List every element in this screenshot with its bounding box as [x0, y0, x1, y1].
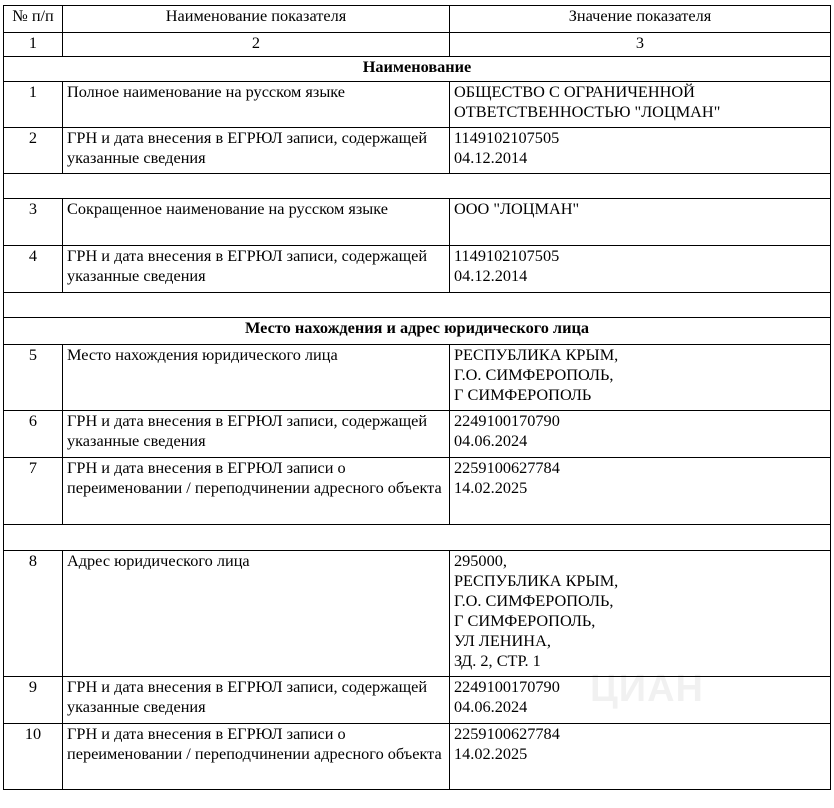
indicator-name: Полное наименование на русском языке — [63, 82, 450, 128]
spacer-cell — [4, 525, 831, 551]
indicator-value — [450, 411, 831, 458]
column-number: 3 — [450, 33, 831, 57]
indicator-value — [450, 458, 831, 525]
value-line: 14.02.2025 — [454, 478, 528, 497]
row-number: 3 — [4, 199, 63, 246]
value-line: ООО "ЛОЦМАН" — [454, 199, 580, 218]
indicator-name: ГРН и дата внесения в ЕГРЮЛ записи, содержащей указанные сведения — [63, 246, 450, 293]
column-number: 2 — [63, 33, 450, 57]
spacer-row — [4, 293, 831, 318]
indicator-name: Адрес юридического лица — [63, 551, 450, 677]
section-row — [4, 318, 831, 345]
table-row — [4, 82, 831, 128]
value-line: 14.02.2025 — [454, 744, 528, 763]
column-number-row — [4, 33, 831, 57]
indicator-name: ГРН и дата внесения в ЕГРЮЛ записи, содержащей указанные сведения — [63, 128, 450, 174]
value-line: 2259100627784 — [454, 724, 560, 743]
section-title-naming: Наименование — [4, 57, 831, 82]
indicator-value — [450, 345, 831, 411]
header-name: Наименование показателя — [63, 6, 450, 33]
table-row — [4, 128, 831, 174]
spacer-cell — [4, 293, 831, 318]
row-number: 10 — [4, 724, 63, 790]
value-line: УЛ ЛЕНИНА, — [454, 631, 551, 650]
row-number: 6 — [4, 411, 63, 458]
value-line: 1149102107505 — [454, 246, 560, 265]
row-number: 7 — [4, 458, 63, 525]
table-header-row — [4, 6, 831, 33]
indicator-value — [450, 128, 831, 174]
indicator-value — [450, 724, 831, 790]
egrul-extract-table — [3, 5, 831, 790]
value-line: Г.О. СИМФЕРОПОЛЬ, — [454, 591, 614, 610]
spacer-cell — [4, 174, 831, 199]
watermark-logo: ЦИАН — [590, 668, 704, 710]
value-line: 04.06.2024 — [454, 431, 528, 450]
value-line: ОТВЕТСТВЕННОСТЬЮ "ЛОЦМАН" — [454, 102, 721, 121]
column-number: 1 — [4, 33, 63, 57]
section-row — [4, 57, 831, 82]
table-row — [4, 458, 831, 525]
header-num: № п/п — [4, 6, 63, 33]
value-line: 04.12.2014 — [454, 266, 528, 285]
indicator-value — [450, 551, 831, 677]
section-title-location: Место нахождения и адрес юридического лица — [4, 318, 831, 345]
spacer-row — [4, 174, 831, 199]
indicator-name: Место нахождения юридического лица — [63, 345, 450, 411]
value-line: 04.12.2014 — [454, 148, 528, 167]
row-number: 4 — [4, 246, 63, 293]
table-row — [4, 411, 831, 458]
value-line: РЕСПУБЛИКА КРЫМ, — [454, 345, 619, 364]
indicator-value — [450, 82, 831, 128]
value-line: Г.О. СИМФЕРОПОЛЬ, — [454, 365, 614, 384]
indicator-value — [450, 199, 831, 246]
value-line: ОБЩЕСТВО С ОГРАНИЧЕННОЙ — [454, 82, 695, 101]
row-number: 8 — [4, 551, 63, 677]
row-number: 5 — [4, 345, 63, 411]
indicator-name: ГРН и дата внесения в ЕГРЮЛ записи, содержащей указанные сведения — [63, 677, 450, 724]
row-number: 9 — [4, 677, 63, 724]
value-line: 2249100170790 — [454, 411, 560, 430]
table-row — [4, 345, 831, 411]
indicator-name: ГРН и дата внесения в ЕГРЮЛ записи, содержащей указанные сведения — [63, 411, 450, 458]
value-line: 1149102107505 — [454, 128, 560, 147]
indicator-name: ГРН и дата внесения в ЕГРЮЛ записи о переименовании / переподчинении адресного объекта — [63, 724, 450, 790]
value-line: 295000, — [454, 551, 507, 570]
spacer-row — [4, 525, 831, 551]
indicator-value — [450, 246, 831, 293]
row-number: 1 — [4, 82, 63, 128]
indicator-name: Сокращенное наименование на русском языке — [63, 199, 450, 246]
value-line: ЗД. 2, СТР. 1 — [454, 651, 541, 670]
table-row — [4, 724, 831, 790]
value-line: 2259100627784 — [454, 458, 560, 477]
value-line: РЕСПУБЛИКА КРЫМ, — [454, 571, 619, 590]
table-row — [4, 551, 831, 677]
value-line: 04.06.2024 — [454, 697, 528, 716]
table-row — [4, 677, 831, 724]
row-number: 2 — [4, 128, 63, 174]
value-line: 2249100170790 — [454, 677, 560, 696]
table-row — [4, 246, 831, 293]
value-line: Г СИМФЕРОПОЛЬ — [454, 385, 592, 404]
indicator-name: ГРН и дата внесения в ЕГРЮЛ записи о переименовании / переподчинении адресного объекта — [63, 458, 450, 525]
value-line: Г СИМФЕРОПОЛЬ, — [454, 611, 596, 630]
table-row — [4, 199, 831, 246]
header-value: Значение показателя — [450, 6, 831, 33]
